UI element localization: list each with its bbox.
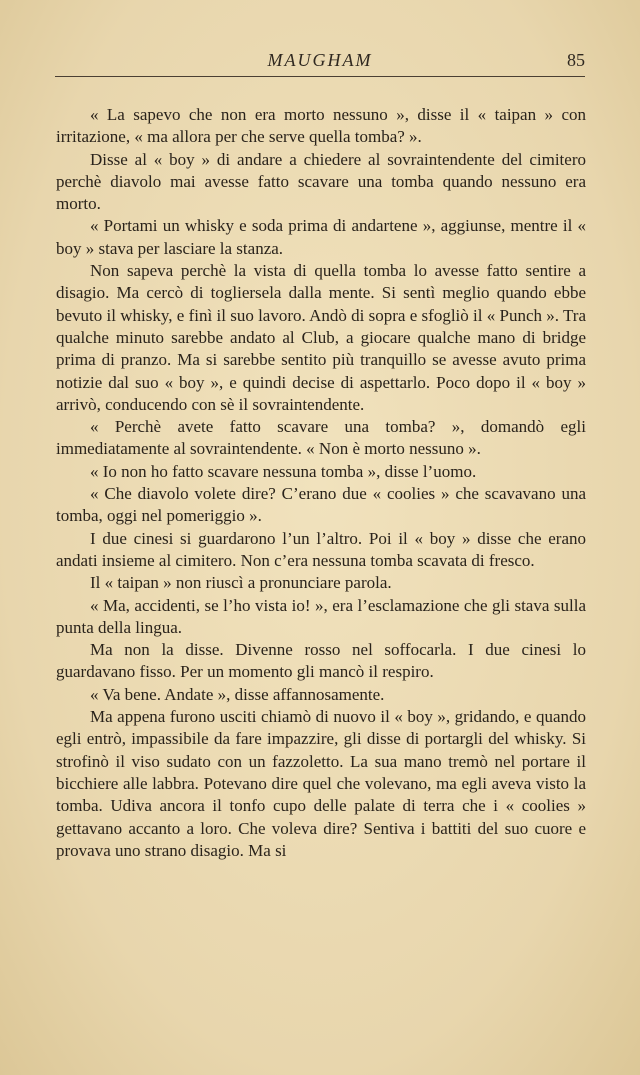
paragraph: Non sapeva perchè la vista di quella tomba lo avesse fatto sentire a disagio. Ma cercò di togliersela dalla mente. Si sentì meglio quando ebbe bevuto il whisky, e finì il suo lavoro. Andò di sopra e sfogliò il « Punch ». Tra qualche minuto sarebbe andato al Club, a giocare qualche mano di bridge prima di pranzo. Ma si sarebbe sentito più tranquillo se avesse avuto prima notizie dal suo « boy », e quindi decise di aspettarlo. Poco dopo il « boy » arrivò, conducendo con sè il sovraintendente.: [56, 261, 586, 414]
paragraph: « Che diavolo volete dire? C’erano due « coolies » che scavavano una tomba, oggi nel pomeriggio ».: [56, 484, 586, 526]
paragraph: Il « taipan » non riuscì a pronunciare parola.: [90, 573, 392, 593]
body-text: [56, 104, 586, 862]
paragraph: « Portami un whisky e soda prima di andartene », aggiunse, mentre il « boy » stava per lasciare la stanza.: [56, 216, 586, 258]
page-number: 85: [567, 50, 585, 70]
paragraph: Ma non la disse. Divenne rosso nel soffocarla. I due cinesi lo guardavano fisso. Per un momento gli mancò il respiro.: [56, 640, 586, 682]
running-head: [55, 50, 585, 80]
paragraph: « Perchè avete fatto scavare una tomba? », domandò egli immediatamente al sovraintendente. « Non è morto nessuno ».: [56, 417, 586, 459]
paragraph: « La sapevo che non era morto nessuno », disse il « taipan » con irritazione, « ma allora per che serve quella tomba? ».: [56, 105, 586, 147]
paragraph: « Ma, accidenti, se l’ho vista io! », era l’esclamazione che gli stava sulla punta della lingua.: [56, 595, 586, 637]
paragraph: « Io non ho fatto scavare nessuna tomba », disse l’uomo.: [90, 461, 477, 481]
paragraph: Ma appena furono usciti chiamò di nuovo il « boy », gridando, e quando egli entrò, impassibile da fare impazzire, gli disse di portargli del whisky. Si strofinò il viso sudato con un fazzoletto. La sua mano tremò nel portare il bicchiere alle labbra. Potevano dire quel che volevano, ma egli aveva visto la tomba. Udiva ancora il tonfo cupo delle palate di terra che i « coolies » gettavano accanto a loro. Che voleva dire? Sentiva i battiti del suo cuore e provava uno strano disagio. Ma si: [56, 707, 586, 860]
paragraph: « Va bene. Andate », disse affannosamente.: [90, 684, 385, 704]
running-head-title: MAUGHAM: [267, 50, 373, 70]
header-rule: [55, 76, 585, 77]
paragraph: Disse al « boy » di andare a chiedere al sovraintendente del cimitero perchè diavolo mai avesse fatto scavare una tomba quando nessuno era morto.: [56, 149, 586, 214]
paragraph: I due cinesi si guardarono l’un l’altro. Poi il « boy » disse che erano andati insieme al cimitero. Non c’era nessuna tomba scavata di fresco.: [56, 528, 586, 570]
